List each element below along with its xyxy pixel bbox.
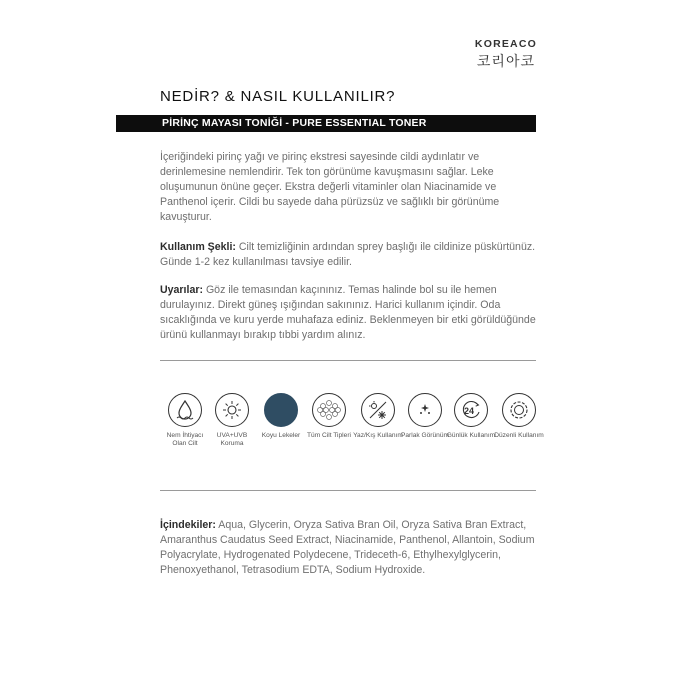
sun-shield-icon bbox=[215, 393, 249, 427]
ingredients-text: Aqua, Glycerin, Oryza Sativa Bran Oil, Oryza Sativa Bran Extract, Amaranthus Caudatus Seed Extract, Niacinamide, Panthenol, Allantoin, Sodium Polyacrylate, Hydrogenated Polydecene, Trideceth-6, Ethylhexylglycerin, Phenoxyethanol, Tetrasodium EDTA, Sodium Hydroxide. bbox=[160, 519, 535, 576]
ingredients-section bbox=[160, 518, 540, 578]
feature-moisture bbox=[160, 393, 210, 448]
feature-label: Koyu Lekeler bbox=[261, 432, 301, 439]
brand-name-ko: 코리아코 bbox=[476, 53, 536, 69]
season-icon bbox=[361, 393, 395, 427]
feature-label: UVA+UVB Koruma bbox=[216, 432, 248, 447]
feature-label: Tüm Cilt Tipleri bbox=[307, 432, 351, 439]
usage-text: Cilt temizliğinin ardından sprey başlığı ile cildinize püskürtünüz. Günde 1-2 kez kullanılması tavsiye edilir. bbox=[160, 241, 536, 268]
feature-label: Yaz/Kış Kullanım bbox=[353, 432, 403, 439]
divider bbox=[160, 360, 536, 361]
page-title: NEDİR? & NASIL KULLANILIR? bbox=[160, 88, 396, 105]
product-description: İçeriğindeki pirinç yağı ve pirinç ekstresi sayesinde cildi aydınlatır ve derinlemesine nemlendirir. Tek ton görünüme kavuşmasını sağlar. Leke oluşumunun önüne geçer. Ekstra değerli vitaminler olan Niacinamide ve Panthenol içerir. Cildi bu sayede daha pürüzsüz ve sağlıklı bir görünüme kavuşturur. bbox=[160, 151, 500, 223]
brand-logo bbox=[475, 38, 537, 71]
sparkle-icon bbox=[408, 393, 442, 427]
feature-season bbox=[353, 393, 403, 440]
droplet-icon bbox=[168, 393, 202, 427]
usage-label: Kullanım Şekli: bbox=[160, 241, 236, 253]
warnings-section bbox=[160, 283, 540, 343]
feature-all-skin bbox=[304, 393, 354, 440]
ingredients-label: İçindekiler: bbox=[160, 519, 216, 531]
divider bbox=[160, 490, 536, 491]
feature-regular bbox=[494, 393, 544, 440]
product-banner: PİRİNÇ MAYASI TONİĞİ - PURE ESSENTIAL TONER bbox=[116, 115, 536, 132]
feature-label: Günlük Kullanım bbox=[446, 432, 496, 439]
feature-icons bbox=[160, 393, 544, 463]
24h-icon bbox=[454, 393, 488, 427]
feature-label: Düzenli Kullanım bbox=[494, 432, 544, 439]
regular-use-icon bbox=[502, 393, 536, 427]
usage-section bbox=[160, 240, 540, 270]
brand-name-en: KOREACO bbox=[474, 38, 537, 50]
feature-dark-spots bbox=[256, 393, 306, 440]
feature-glow bbox=[400, 393, 450, 440]
feature-uv bbox=[207, 393, 257, 448]
feature-label: Nem İhtiyacı Olan Cilt bbox=[166, 432, 204, 447]
feature-daily bbox=[446, 393, 496, 440]
dark-spot-icon bbox=[264, 393, 298, 427]
skin-texture-icon bbox=[312, 393, 346, 427]
warnings-label: Uyarılar: bbox=[160, 284, 203, 296]
feature-label: Parlak Görünüm bbox=[400, 432, 449, 439]
warnings-text: Göz ile temasından kaçınınız. Temas halinde bol su ile hemen durulayınız. Direkt güneş ışığından sakınınız. Harici kullanım içindir. Oda sıcaklığında ve kuru yerde muhafaza ediniz. Beklenmeyen bir etki görüldüğünde ürünü kullanmayı bırakıp tıbbi yardım alınız. bbox=[160, 284, 536, 341]
svg-text:24: 24 bbox=[464, 406, 475, 416]
